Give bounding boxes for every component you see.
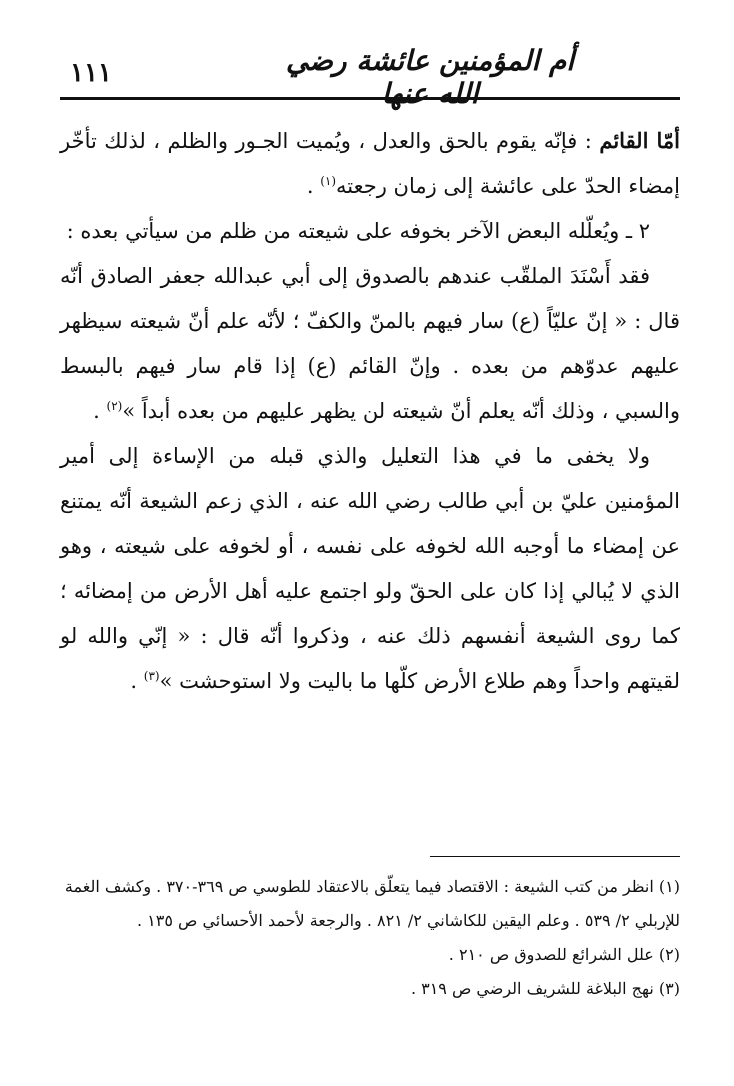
paragraph-3-end: . <box>93 399 107 423</box>
footnotes <box>60 870 680 1006</box>
footnote-3: (٣) نهج البلاغة للشريف الرضي ص ٣١٩ . <box>410 979 680 998</box>
page-header <box>60 28 676 110</box>
paragraph-1-text: : فإنّه يقوم بالحق والعدل ، ويُميت الجـور والظلم ، لذلك تأخّر إمضاء الحدّ على عائشة إلى زمان رجعته <box>60 129 680 198</box>
footnote-1: (١) انظر من كتب الشيعة : الاقتصاد فيما يتعلّق بالاعتقاد للطوسي ص ٣٦٩-٣٧٠ . وكشف الغمة للإربلي ٢/ ٥٣٩ . وعلم اليقين للكاشاني ٢/ ٨٢١ . والرجعة لأحمد الأحسائي ص ١٣٥ . <box>64 877 680 930</box>
header-divider <box>60 97 680 100</box>
page-number: ١١١ <box>70 58 112 88</box>
footnote-ref-2[interactable]: (٢) <box>106 399 123 413</box>
paragraph-4 <box>60 434 680 704</box>
paragraph-2: ٢ ـ ويُعلّله البعض الآخر بخوفه على شيعته من ظلم من سيأتي بعده : <box>66 219 650 243</box>
paragraph-3-text: فقد أَسْنَدَ الملقّب عندهم بالصدوق إلى أبي عبدالله جعفر الصادق أنّه قال : « إنّ عليّاً (ع) سار فيهم بالمنّ والكفّ ؛ لأنّه علم أنّ شيعته سيظهر عليهم عدوّهم من بعده . وإنّ القائم (ع) إذا قام سار فيهم بالبسط والسبي ، وذلك أنّه يعلم أنّ شيعته لن يظهر عليهم من بعده أبداً » <box>60 264 680 423</box>
footnote-ref-3[interactable]: (٣) <box>143 669 160 683</box>
footnote-divider <box>430 856 680 857</box>
term-al-qaim: أمّا القائم <box>599 128 680 153</box>
running-title: أم المؤمنين عائشة رضي الله عنها <box>285 44 575 110</box>
main-text <box>60 118 680 704</box>
paragraph-4-text: ولا يخفى ما في هذا التعليل والذي قبله من الإساءة إلى أمير المؤمنين عليّ بن أبي طالب رضي الله عنه ، الذي زعم الشيعة أنّه يمتنع عن إمضاء ما أوجبه الله لخوفه على نفسه ، أو لخوفه على شيعته ، وهو الذي لا يُبالي إذا كان على الحقّ ولو اجتمع عليه أهل الأرض من إمضائه ؛ كما روى الشيعة أنفسهم ذلك عنه ، وذكروا أنّه قال : « إنّي والله لو لقيتهم واحداً وهم طلاع الأرض كلّها ما باليت ولا استوحشت » <box>60 444 680 693</box>
paragraph-1 <box>60 118 680 209</box>
paragraph-4-end: . <box>130 669 144 693</box>
footnote-2: (٢) علل الشرائع للصدوق ص ٢١٠ . <box>448 945 680 964</box>
paragraph-1-end: . <box>306 174 321 198</box>
paragraph-3 <box>60 254 680 434</box>
footnote-ref-1[interactable]: (١) <box>320 174 337 188</box>
